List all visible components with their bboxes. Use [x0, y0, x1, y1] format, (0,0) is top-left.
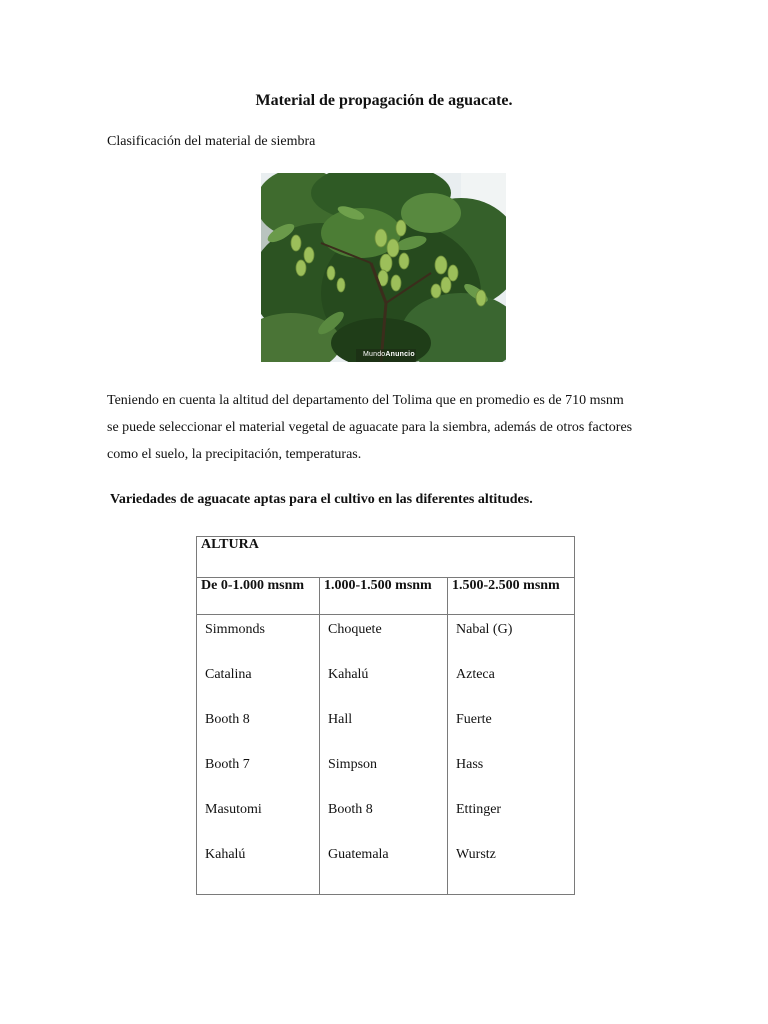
table-body-row	[197, 615, 575, 895]
column-cell	[197, 615, 320, 895]
variety-item: Ettinger	[456, 802, 502, 817]
variety-item: Kahalú	[205, 847, 246, 862]
variety-item: Simmonds	[205, 622, 265, 637]
column-cell	[448, 615, 575, 895]
column-cell	[320, 615, 448, 895]
variety-item: Hall	[328, 712, 353, 727]
variety-item: Wurstz	[456, 847, 496, 862]
variety-item: Guatemala	[328, 847, 389, 862]
varieties-table	[196, 536, 575, 895]
column-header: 1.000-1.500 msnm	[320, 578, 448, 615]
variety-item: Masutomi	[205, 802, 262, 817]
paragraph-line-3: como el suelo, la precipitación, temperaturas.	[107, 447, 362, 462]
paragraph-line-2: se puede seleccionar el material vegetal de aguacate para la siembra, además de otros factores	[107, 420, 633, 435]
table-caption-row	[197, 537, 575, 578]
column-header: De 0-1.000 msnm	[197, 578, 320, 615]
variety-item: Azteca	[456, 667, 495, 682]
avocado-tree-image	[261, 173, 506, 362]
variety-item: Choquete	[328, 622, 382, 637]
photo-watermark: MundoAnuncio	[363, 351, 415, 358]
variety-item: Booth 8	[205, 712, 250, 727]
table-header-row	[197, 578, 575, 615]
subtitle: Clasificación del material de siembra	[107, 134, 316, 149]
variety-item: Booth 7	[205, 757, 250, 772]
variety-item: Catalina	[205, 667, 252, 682]
altura-header: ALTURA	[197, 537, 575, 578]
variety-item: Nabal (G)	[456, 622, 513, 637]
avocado-tree-photo	[261, 173, 506, 362]
variety-item: Booth 8	[328, 802, 373, 817]
variety-item: Kahalú	[328, 667, 369, 682]
variety-item: Hass	[456, 757, 484, 772]
column-header: 1.500-2.500 msnm	[448, 578, 575, 615]
variety-item: Fuerte	[456, 712, 492, 727]
page-title: Material de propagación de aguacate.	[255, 92, 513, 109]
paragraph-line-1: Teniendo en cuenta la altitud del departamento del Tolima que en promedio es de 710 msnm	[107, 393, 624, 408]
variety-item: Simpson	[328, 757, 378, 772]
section-heading: Variedades de aguacate aptas para el cultivo en las diferentes altitudes.	[110, 492, 533, 507]
